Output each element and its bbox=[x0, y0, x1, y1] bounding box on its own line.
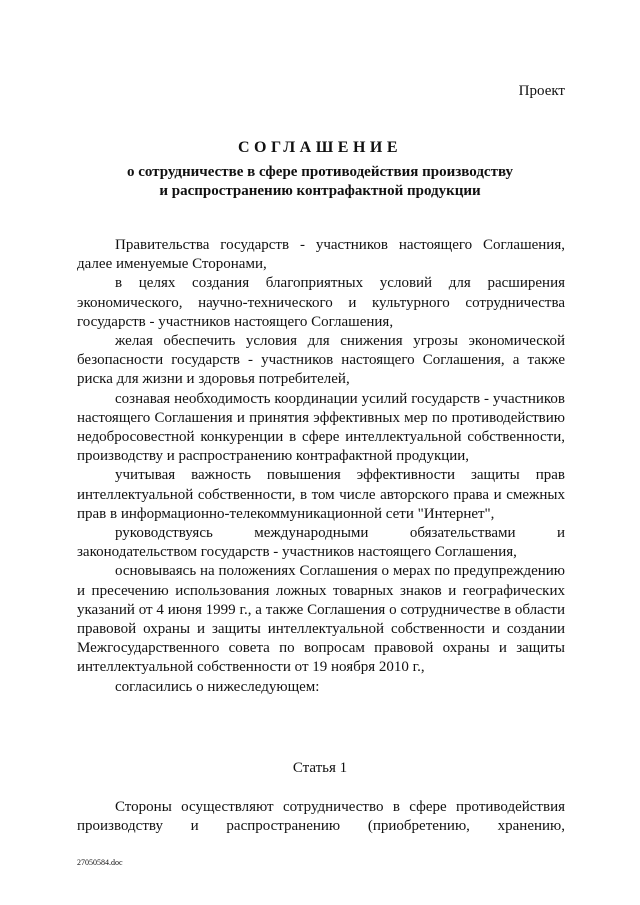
draft-stamp: Проект bbox=[518, 83, 565, 99]
article-heading: Статья 1 bbox=[292, 760, 348, 776]
preamble-paragraph: Правительства государств - участников настоящего Соглашения, далее именуемые Сторонами, bbox=[77, 237, 565, 273]
preamble bbox=[77, 236, 565, 697]
document-subtitle bbox=[60, 163, 580, 201]
preamble-paragraph: учитывая важность повышения эффективности защиты прав интеллектуальной собственности, в том числе авторского права и смежных прав в информационно-телекоммуникационной сети "Интернет", bbox=[77, 467, 565, 522]
document-title: СОГЛАШЕНИЕ bbox=[237, 139, 403, 156]
preamble-paragraph: основываясь на положениях Соглашения о мерах по предупреждению и пресечению использования ложных товарных знаков и географических указаний от 4 июня 1999 г., а также Соглашения о сотрудничестве в области правовой охраны и защиты интеллектуальной собственности и создании Межгосударственного совета по вопросам правовой охраны и защиты интеллектуальной собственности от 19 ноября 2010 г., bbox=[77, 563, 565, 676]
preamble-paragraph: сознавая необходимость координации усилий государств - участников настоящего Соглашения и принятия эффективных мер по противодействию недобросовестной конкуренции в сфере интеллектуальной собственности, производству и распространению контрафактной продукции, bbox=[77, 390, 565, 465]
preamble-paragraph: в целях создания благоприятных условий для расширения экономического, научно-технического и культурного сотрудничества государств - участников настоящего Соглашения, bbox=[77, 275, 565, 330]
subtitle-line-1: о сотрудничестве в сфере противодействия производству bbox=[126, 164, 514, 180]
preamble-paragraph: желая обеспечить условия для снижения угрозы экономической безопасности государств - участников настоящего Соглашения, а также риска для жизни и здоровья потребителей, bbox=[77, 333, 565, 388]
subtitle-line-2: и распространению контрафактной продукции bbox=[159, 183, 481, 199]
file-name-footer: 27050584.doc bbox=[77, 858, 123, 867]
article-text: Стороны осуществляют сотрудничество в сфере противодействия производству и распространению (приобретению, хранению, bbox=[77, 799, 565, 835]
preamble-paragraph: руководствуясь международными обязательствами и законодательством государств - участников настоящего Соглашения, bbox=[77, 525, 565, 561]
preamble-paragraph: согласились о нижеследующем: bbox=[115, 678, 320, 695]
